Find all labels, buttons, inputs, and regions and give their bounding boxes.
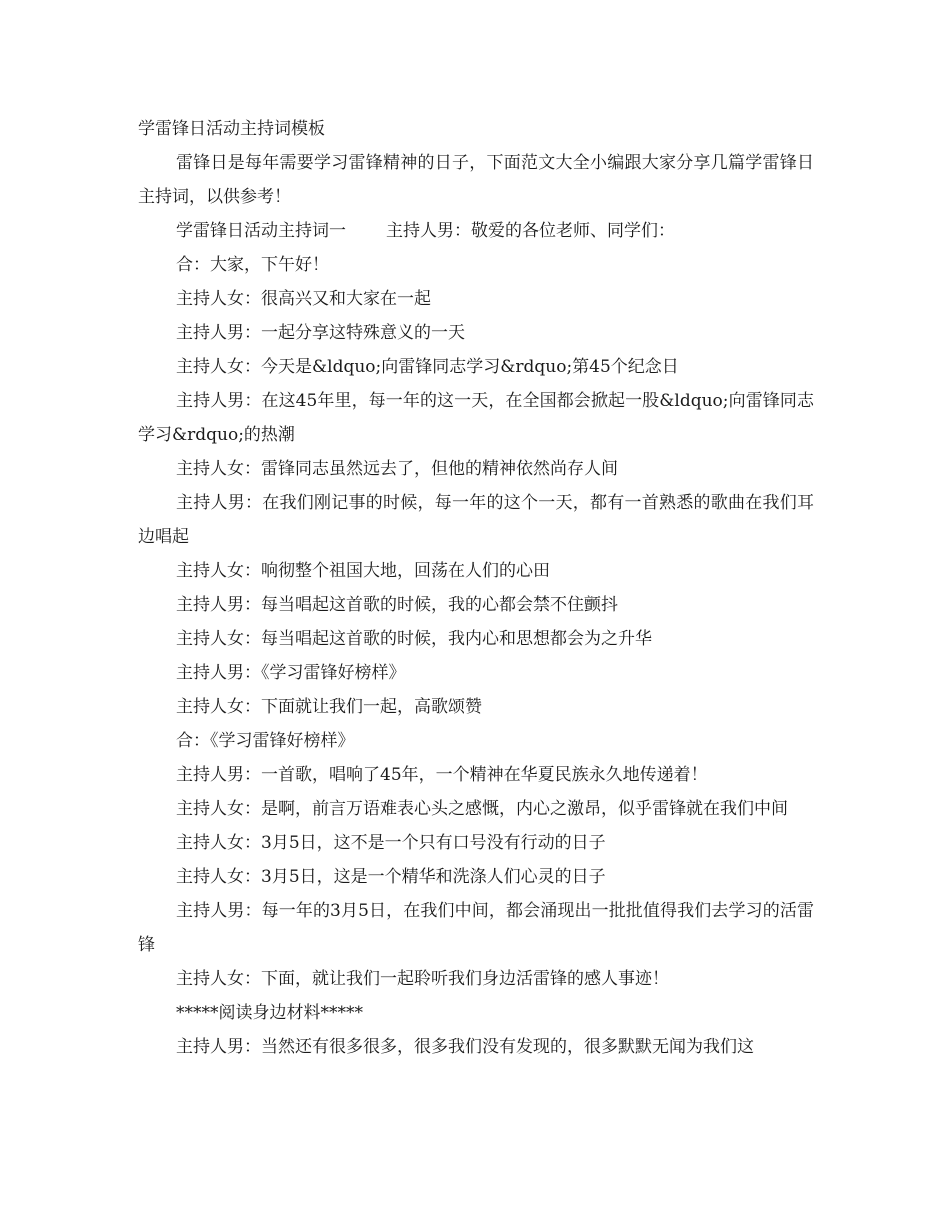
dialogue-line: 主持人男：《学习雷锋好榜样》 xyxy=(176,663,406,683)
document-title: 学雷锋日活动主持词模板 xyxy=(138,119,325,139)
dialogue-line: 主持人女：今天是&ldquo;向雷锋同志学习&rdquo;第45个纪念日 xyxy=(176,357,679,377)
dialogue-line: 主持人女：每当唱起这首歌的时候，我内心和思想都会为之升华 xyxy=(176,629,652,649)
first-dialogue-line: 主持人男：敬爱的各位老师、同学们： xyxy=(386,221,675,241)
dialogue-line: 合：《学习雷锋好榜样》 xyxy=(176,731,355,751)
dialogue-line: 主持人女：是啊，前言万语难表心头之感慨，内心之激昂，似乎雷锋就在我们中间 xyxy=(176,799,788,819)
dialogue-line: 主持人女：下面就让我们一起，高歌颂赞 xyxy=(176,697,482,717)
dialogue-line: 主持人女：3月5日，这不是一个只有口号没有行动的日子 xyxy=(176,833,606,853)
dialogue-line: 主持人男：每一年的3月5日，在我们中间，都会涌现出一批批值得我们去学习的活雷锋 xyxy=(138,901,814,955)
dialogue-line: 主持人男：在我们刚记事的时候，每一年的这个一天，都有一首熟悉的歌曲在我们耳边唱起 xyxy=(138,493,814,547)
dialogue-line: 主持人女：响彻整个祖国大地，回荡在人们的心田 xyxy=(176,561,550,581)
dialogue-line: 主持人女：雷锋同志虽然远去了，但他的精神依然尚存人间 xyxy=(176,459,618,479)
document-page xyxy=(138,112,814,1064)
dialogue-line: 主持人男：在这45年里，每一年的这一天，在全国都会掀起一股&ldquo;向雷锋同志学习&rdquo;的热潮 xyxy=(138,391,814,445)
dialogue-line: 主持人男：一首歌，唱响了45年，一个精神在华夏民族永久地传递着！ xyxy=(176,765,708,785)
dialogue-line: 主持人男：一起分享这特殊意义的一天 xyxy=(176,323,465,343)
dialogue-line: 合：大家，下午好！ xyxy=(176,255,329,275)
dialogue-line: 主持人男：每当唱起这首歌的时候，我的心都会禁不住颤抖 xyxy=(176,595,618,615)
section-heading: 学雷锋日活动主持词一 xyxy=(176,221,346,241)
dialogue-line: 主持人男：当然还有很多很多，很多我们没有发现的，很多默默无闻为我们这 xyxy=(176,1037,754,1057)
intro-paragraph: 雷锋日是每年需要学习雷锋精神的日子，下面范文大全小编跟大家分享几篇学雷锋日主持词，以供参考！ xyxy=(138,153,814,207)
dialogue-line: 主持人女：3月5日，这是一个精华和洗涤人们心灵的日子 xyxy=(176,867,606,887)
section-divider-text: *****阅读身边材料***** xyxy=(176,1003,363,1023)
dialogue-line: 主持人女：下面，就让我们一起聆听我们身边活雷锋的感人事迹！ xyxy=(176,969,669,989)
dialogue-line: 主持人女：很高兴又和大家在一起 xyxy=(176,289,431,309)
section-heading-line xyxy=(138,214,814,248)
